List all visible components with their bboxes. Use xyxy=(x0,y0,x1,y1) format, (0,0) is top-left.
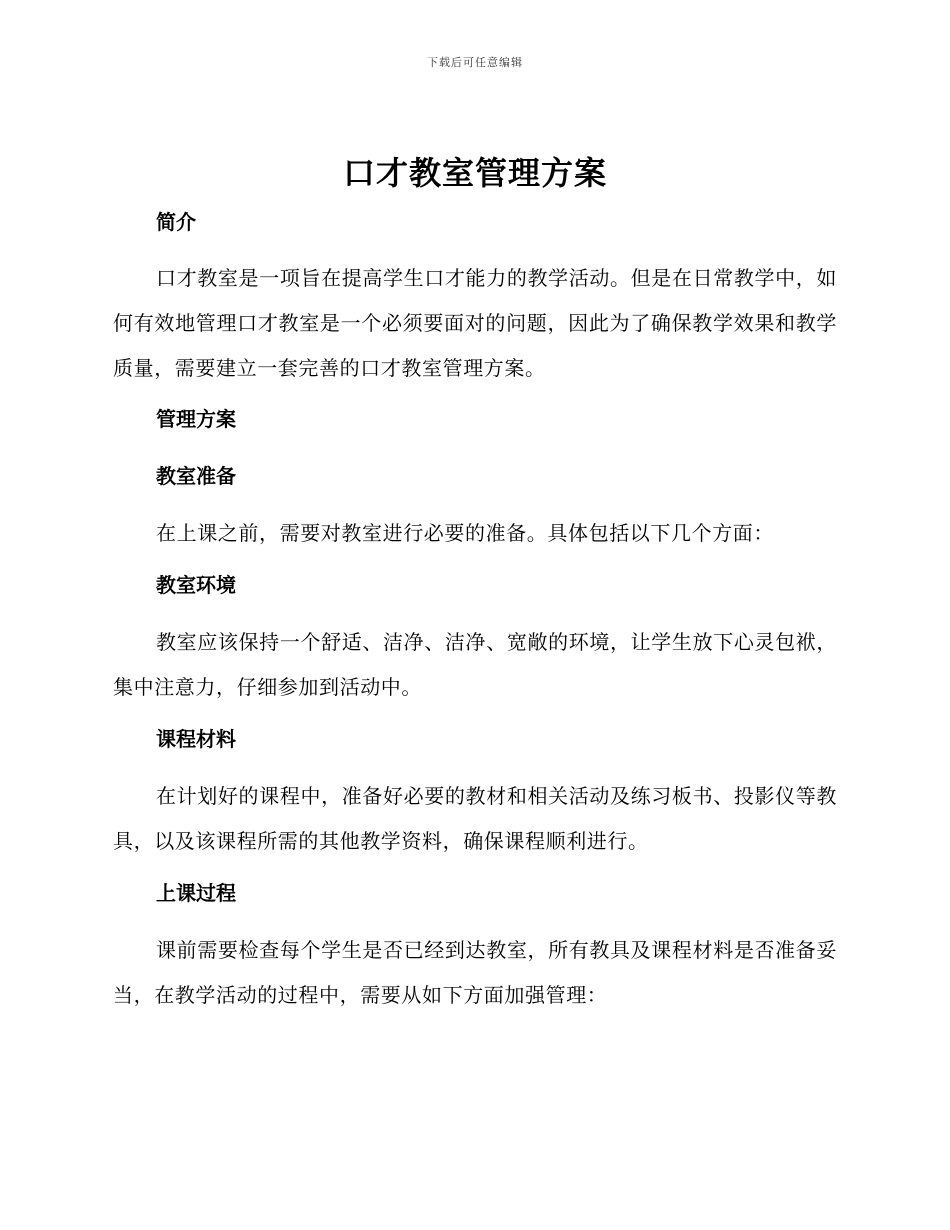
section-heading-management-plan: 管理方案 xyxy=(156,407,236,431)
page-header-note: 下载后可任意编辑 xyxy=(427,56,523,69)
section-paragraph-course-materials: 在计划好的课程中，准备好必要的教材和相关活动及练习板书、投影仪等教具，以及该课程所需的其他教学资料，确保课程顺利进行。 xyxy=(113,784,837,853)
section-heading-intro: 简介 xyxy=(156,210,196,234)
document-body xyxy=(113,148,837,1018)
section-paragraph-class-process: 课前需要检查每个学生是否已经到达教室，所有教具及课程材料是否准备妥当，在教学活动的过程中，需要从如下方面加强管理： xyxy=(113,938,837,1007)
document-title: 口才教室管理方案 xyxy=(342,154,607,192)
section-heading-classroom-environment: 教室环境 xyxy=(156,573,236,597)
section-heading-classroom-preparation: 教室准备 xyxy=(156,464,236,488)
section-paragraph-intro: 口才教室是一项旨在提高学生口才能力的教学活动。但是在日常教学中，如何有效地管理口才教室是一个必须要面对的问题，因此为了确保教学效果和教学质量，需要建立一套完善的口才教室管理方案。 xyxy=(113,266,837,380)
section-paragraph-classroom-preparation: 在上课之前，需要对教室进行必要的准备。具体包括以下几个方面： xyxy=(156,521,774,545)
section-paragraph-classroom-environment: 教室应该保持一个舒适、洁净、洁净、宽敞的环境，让学生放下心灵包袱，集中注意力，仔细参加到活动中。 xyxy=(113,630,837,699)
section-heading-course-materials: 课程材料 xyxy=(156,727,236,751)
section-heading-class-process: 上课过程 xyxy=(156,881,236,905)
